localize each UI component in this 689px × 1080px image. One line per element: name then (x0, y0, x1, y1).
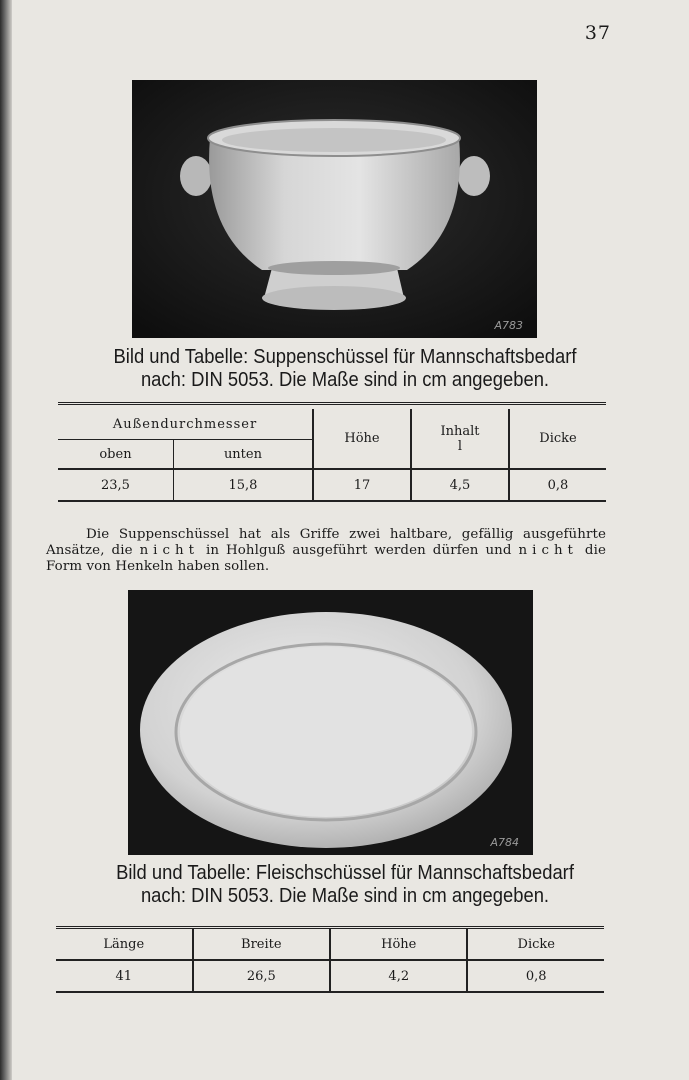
note-text: die Form von Henkeln haben sollen. (46, 543, 606, 575)
header-height: Höhe (330, 928, 467, 961)
photo-reference-number: A784 (490, 836, 519, 849)
caption-line: nach: DIN 5053. Die Maße sind in cm angegeben. (140, 885, 550, 907)
soup-tureen-illustration (132, 80, 537, 338)
cell-height: 4,2 (330, 960, 467, 992)
figure-caption-soup-tureen (64, 346, 625, 392)
page-edge (0, 0, 12, 1080)
table-row (58, 469, 606, 501)
cell-bottom-diameter: 15,8 (173, 469, 313, 501)
soup-tureen-dimensions-table (58, 402, 606, 502)
cell-height: 17 (313, 469, 411, 501)
cell-thickness: 0,8 (467, 960, 604, 992)
header-length: Länge (56, 928, 193, 961)
tureen-handle-note (46, 527, 606, 575)
header-thickness: Dicke (467, 928, 604, 961)
header-height: Höhe (313, 409, 411, 469)
header-top: oben (99, 446, 132, 462)
caption-line: Bild und Tabelle: Fleischschüssel für Mannschaftsbedarf (116, 862, 574, 884)
cell-thickness: 0,8 (509, 469, 606, 501)
photo-reference-number: A783 (494, 319, 523, 332)
header-capacity-unit: l (457, 438, 463, 454)
figure-caption-meat-platter (64, 862, 625, 908)
note-text: Die Suppenschüssel hat als Griffe zwei haltbare, gefällig ausgeführte Ansätze, die (46, 527, 606, 559)
caption-line: Bild und Tabelle: Suppenschüssel für Mannschaftsbedarf (113, 346, 577, 368)
header-thickness: Dicke (509, 409, 606, 469)
soup-tureen-photo (132, 80, 537, 338)
meat-platter-illustration (128, 590, 533, 855)
note-text: in Hohlguß ausgeführt werden dürfen und (205, 543, 512, 559)
cell-capacity: 4,5 (411, 469, 509, 501)
meat-platter-dimensions-table (56, 926, 604, 993)
note-emphasis: nicht (518, 543, 578, 559)
note-emphasis: nicht (139, 543, 199, 559)
cell-width: 26,5 (193, 960, 331, 992)
header-capacity-label: Inhalt (440, 423, 480, 439)
meat-platter-photo (128, 590, 533, 855)
header-outer-diameter: Außendurchmesser (58, 409, 313, 440)
cell-length: 41 (56, 960, 193, 992)
page-number: 37 (584, 22, 611, 44)
cell-top-diameter: 23,5 (58, 469, 173, 501)
header-capacity (411, 409, 509, 469)
header-width: Breite (193, 928, 331, 961)
header-bottom: unten (173, 440, 313, 470)
table-row (56, 960, 604, 992)
caption-line: nach: DIN 5053. Die Maße sind in cm angegeben. (140, 369, 550, 391)
